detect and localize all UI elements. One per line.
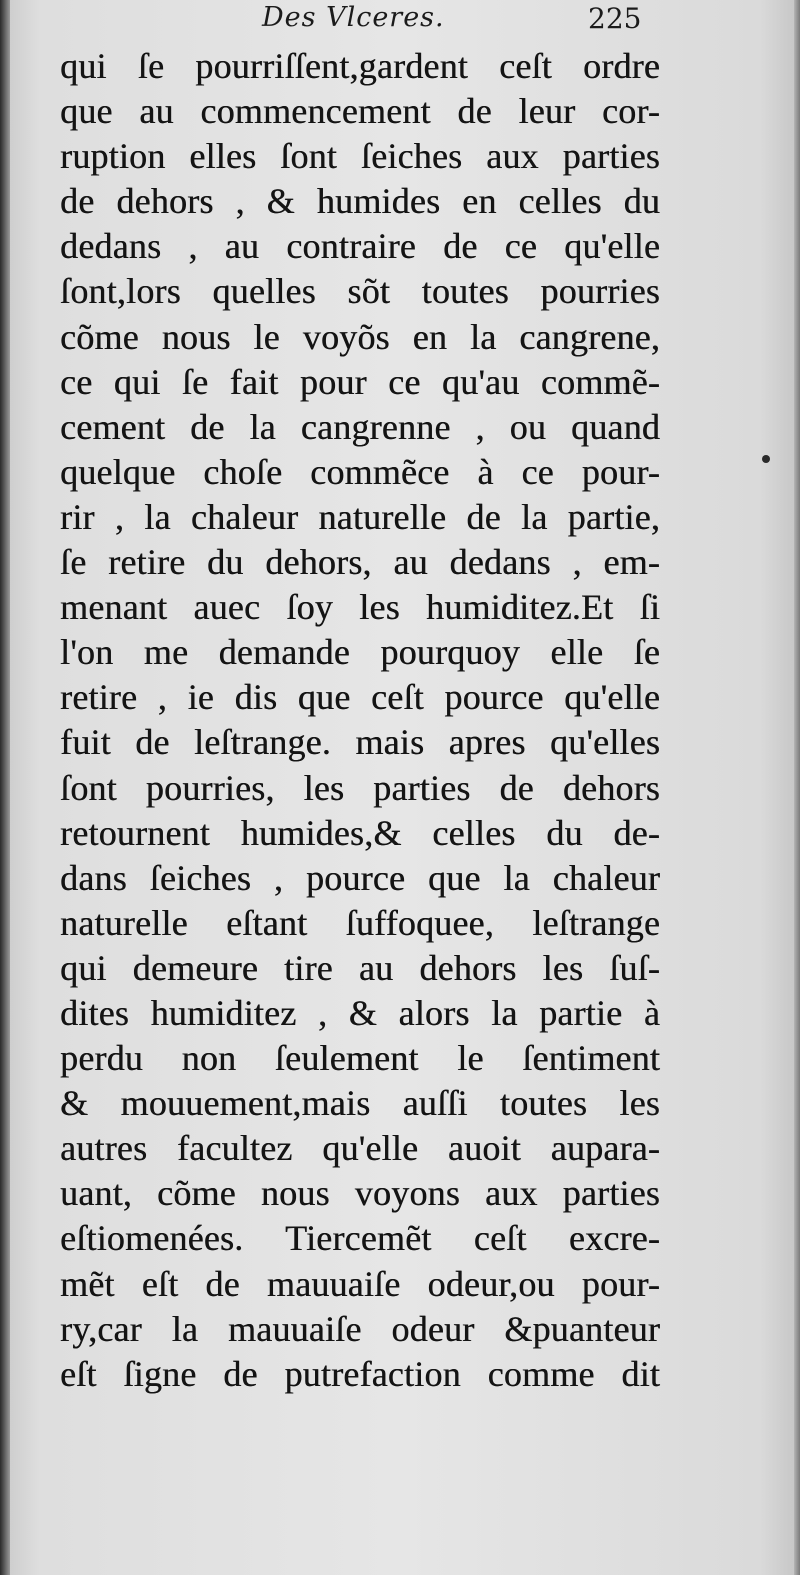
page-gutter-shadow — [0, 0, 10, 1575]
text-line: qui demeure tire au dehors les ſuſ- — [60, 947, 660, 988]
text-line: mẽt eſt de mauuaiſe odeur,ou pour- — [60, 1263, 660, 1304]
page-edge-shadow — [794, 0, 800, 1575]
text-line: retournent humides,& celles du de- — [60, 812, 660, 853]
text-line: uant, cõme nous voyons aux parties — [60, 1173, 660, 1214]
text-line: ſont pourries, les parties de dehors — [60, 767, 660, 808]
text-line: de dehors , & humides en celles du — [60, 181, 660, 222]
text-line: ry,car la mauuaiſe odeur &puanteur — [60, 1308, 660, 1349]
text-line: dans ſeiches , pource que la chaleur — [60, 857, 660, 898]
text-line: ce qui ſe fait pour ce qu'au commẽ- — [60, 361, 660, 402]
text-line: perdu non ſeulement le ſentiment — [60, 1038, 660, 1079]
text-line: dites humiditez , & alors la partie à — [60, 992, 660, 1033]
page-header — [0, 2, 800, 42]
text-line: rir , la chaleur naturelle de la partie, — [60, 496, 660, 537]
body-text — [60, 44, 660, 1397]
text-line: fuit de leſtrange. mais apres qu'elles — [60, 722, 660, 763]
text-line: autres facultez qu'elle auoit aupara- — [60, 1128, 660, 1169]
text-line: que au commencement de leur cor- — [60, 91, 660, 132]
text-line: dedans , au contraire de ce qu'elle — [60, 226, 660, 267]
text-line: naturelle eſtant ſuffoquee, leſtrange — [60, 902, 660, 943]
text-line: & mouuement,mais auſſi toutes les — [60, 1083, 660, 1124]
text-line: ruption elles ſont ſeiches aux parties — [60, 136, 660, 177]
text-line: menant auec ſoy les humiditez.Et ſi — [60, 587, 660, 628]
text-line: ſont,lors quelles sõt toutes pourries — [60, 271, 660, 312]
text-line: eſtiomenées. Tiercemẽt ceſt excre- — [60, 1218, 660, 1259]
running-head: Des Vlceres. — [262, 2, 445, 33]
text-line: qui ſe pourriſſent,gardent ceſt ordre — [60, 46, 660, 86]
ink-speck — [762, 455, 770, 463]
text-line: l'on me demande pourquoy elle ſe — [60, 632, 660, 673]
bleed-through-text — [712, 40, 782, 200]
text-line: quelque choſe commẽce à ce pour- — [60, 451, 660, 492]
text-line: cõme nous le voyõs en la cangrene, — [60, 316, 660, 357]
text-line: ſe retire du dehors, au dedans , em- — [60, 542, 660, 583]
page-number: 225 — [588, 2, 642, 35]
text-line: retire , ie dis que ceſt pource qu'elle — [60, 677, 660, 718]
text-line: eſt ſigne de putrefaction comme dit — [60, 1353, 660, 1394]
text-line: cement de la cangrenne , ou quand — [60, 406, 660, 447]
